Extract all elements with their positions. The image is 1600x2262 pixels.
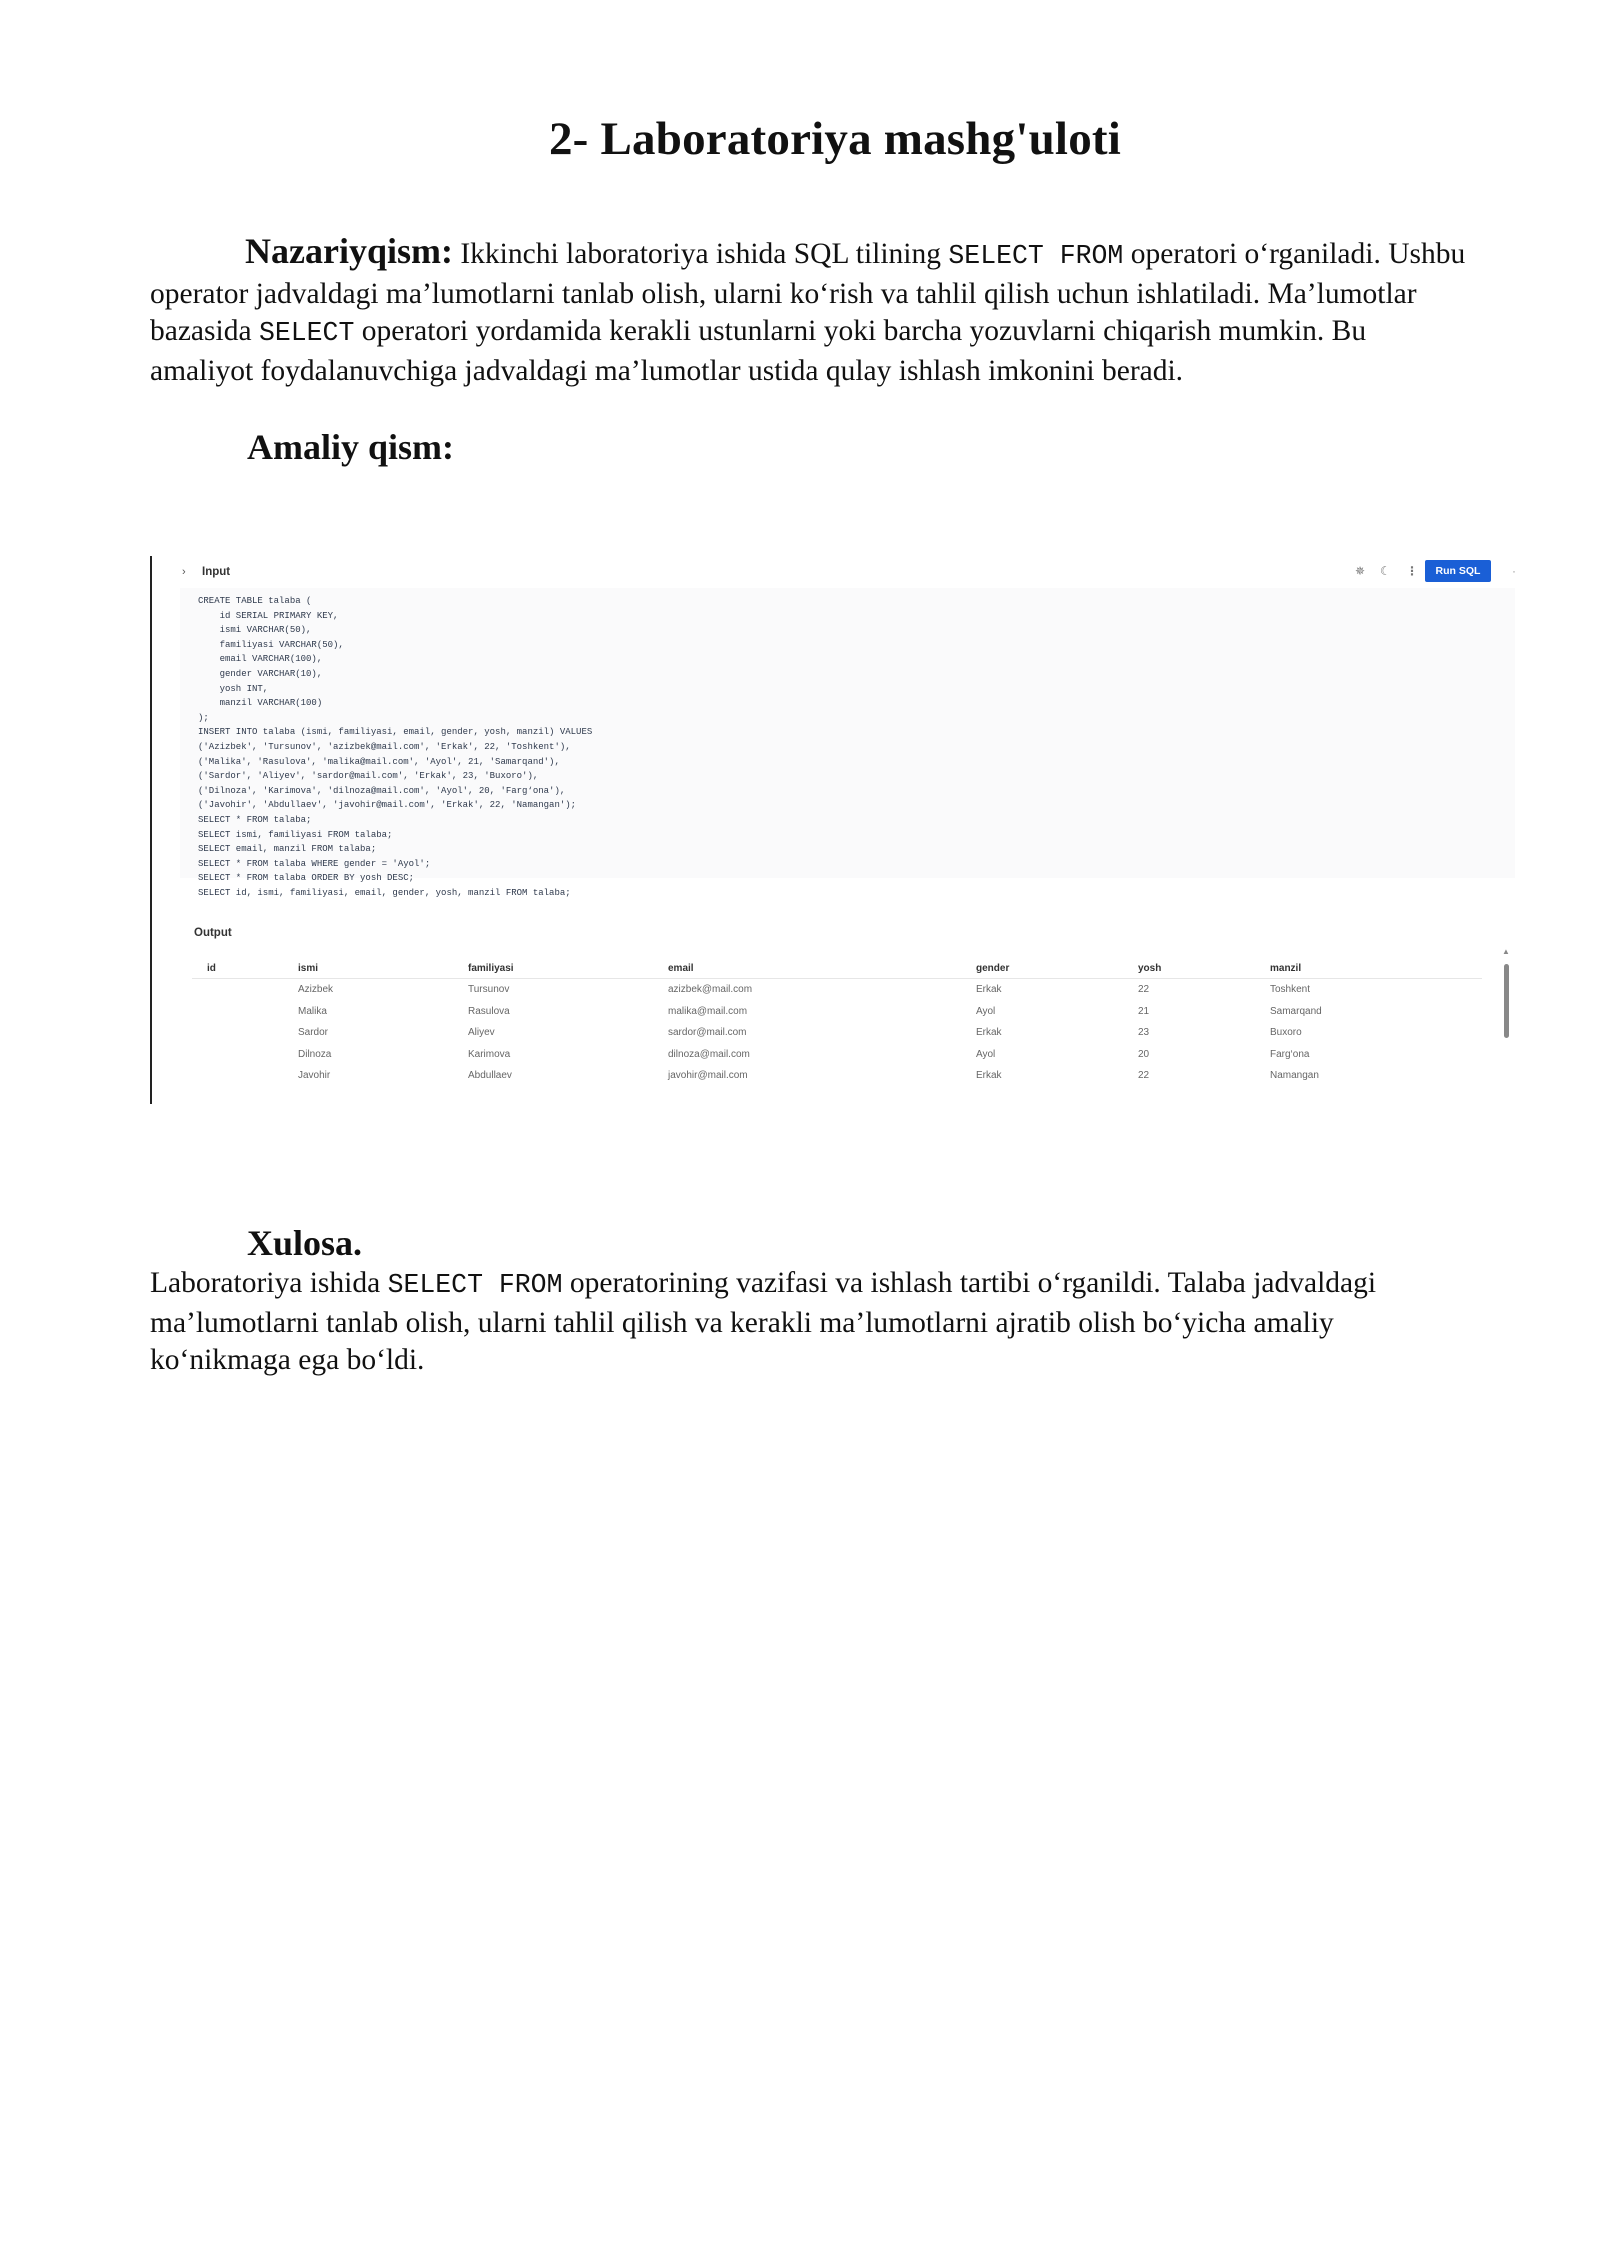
- inline-code: SELECT: [258, 318, 355, 348]
- inline-code: SELECT FROM: [948, 241, 1124, 271]
- scrollbar-thumb[interactable]: [1504, 964, 1509, 1038]
- header-divider: [192, 978, 1482, 979]
- expand-icon[interactable]: ✵: [1355, 564, 1366, 578]
- table-cell: javohir@mail.com: [668, 1070, 748, 1081]
- table-cell: Samarqand: [1270, 1005, 1322, 1017]
- more-vertical-icon[interactable]: ⋮: [1406, 564, 1418, 578]
- scroll-up-icon[interactable]: ▲: [1502, 947, 1510, 956]
- table-cell: Rasulova: [468, 1005, 510, 1017]
- table-cell: dilnoza@mail.com: [668, 1048, 750, 1060]
- theory-text: operatori yordamida kerakli ustunlarni yoki barcha yozuvlarni chiqarish mumkin. Bu amaliyot foydalanuvchiga jadvaldagi ma’lumotlar ustida qulay ishlash imkonini beradi.: [150, 315, 1367, 387]
- table-cell: Erkak: [976, 1027, 1002, 1038]
- table-cell: Toshkent: [1270, 984, 1311, 995]
- column-header: email: [668, 963, 694, 974]
- conclusion-text: Laboratoriya ishida: [150, 1267, 388, 1299]
- column-header: yosh: [1138, 963, 1162, 974]
- table-cell: Aliyev: [468, 1027, 495, 1038]
- page-title: 2- Laboratoriya mashg'uloti: [548, 113, 1122, 165]
- table-cell: 20: [1138, 1048, 1150, 1060]
- column-header: familiyasi: [468, 963, 514, 974]
- table-cell: Karimova: [468, 1048, 511, 1060]
- table-cell: Tursunov: [468, 984, 510, 995]
- table-cell: Azizbek: [298, 984, 334, 995]
- column-header: gender: [976, 963, 1010, 974]
- conclusion-text: operatorining vazifasi va ishlash tartibi o‘rganildi. Talaba jadvaldagi ma’lumotlarni tanlab olish, ularni tahlil qilish va kerakli ma’lumotlarni ajratib olish bo‘yicha amaliy ko‘nikmaga ega bo‘ldi.: [150, 1267, 1377, 1376]
- conclusion-paragraph: [150, 1265, 1475, 1380]
- table-cell: Ayol: [976, 1048, 996, 1060]
- inline-code: SELECT FROM: [387, 1270, 563, 1300]
- table-cell: Abdullaev: [468, 1070, 512, 1081]
- table-cell: Javohir: [298, 1070, 331, 1081]
- theory-lead: Nazariyqism:: [245, 231, 453, 271]
- output-label: Output: [194, 927, 232, 939]
- more-icon: ·: [1512, 564, 1516, 578]
- table-cell: 22: [1138, 984, 1150, 995]
- column-id: [207, 958, 216, 979]
- dark-mode-icon[interactable]: ☾: [1380, 564, 1391, 578]
- results-table: [192, 958, 1497, 1104]
- table-cell: Buxoro: [1270, 1027, 1302, 1038]
- table-cell: 23: [1138, 1027, 1150, 1038]
- table-cell: Dilnoza: [298, 1048, 332, 1060]
- theory-text: Ikkinchi laboratoriya ishida SQL tilining: [452, 238, 949, 270]
- theory-text: operatori o‘rganiladi. Ushbu operator jadvaldagi ma’lumotlarni tanlab olish, ularni ko‘rish va tahlil qilish uchun ishlatiladi. Ma’lumotlar bazasida: [150, 238, 1466, 347]
- input-label: Input: [202, 566, 231, 578]
- table-cell: malika@mail.com: [668, 1005, 748, 1017]
- sql-code[interactable]: CREATE TABLE talaba ( id SERIAL PRIMARY KEY, ismi VARCHAR(50), familiyasi VARCHAR(50), email VARCHAR(100), gender VARCHAR(10), yosh INT, manzil VARCHAR(100) ); INSERT INTO talaba (ismi, familiyasi, email, gender, yosh, manzil) VALUES ('Azizbek', 'Tursunov', 'azizbek@mail.com', 'Erkak', 22, 'Toshkent'), ('Malika', 'Rasulova', 'malika@mail.com', 'Ayol', 21, 'Samarqand'), ('Sardor', 'Aliyev', 'sardor@mail.com', 'Erkak', 23, 'Buxoro'), ('Dilnoza', 'Karimova', 'dilnoza@mail.com', 'Ayol', 20, 'Farg‘ona'), ('Javohir', 'Abdullaev', 'javohir@mail.com', 'Erkak', 22, 'Namangan'); SELECT * FROM talaba; SELECT ismi, familiyasi FROM talaba; SELECT email, manzil FROM talaba; SELECT * FROM talaba WHERE gender = 'Ayol'; SELECT * FROM talaba ORDER BY yosh DESC; SELECT id, ismi, familiyasi, email, gender, yosh, manzil FROM talaba;: [198, 596, 593, 898]
- practice-heading: Amaliy qism:: [247, 427, 454, 467]
- table-cell: 22: [1138, 1070, 1150, 1081]
- table-cell: Farg‘ona: [1270, 1048, 1310, 1060]
- table-cell: 21: [1138, 1005, 1150, 1017]
- table-cell: azizbek@mail.com: [668, 984, 753, 995]
- table-cell: Ayol: [976, 1005, 996, 1017]
- theory-paragraph: [150, 233, 1475, 390]
- table-cell: sardor@mail.com: [668, 1027, 747, 1038]
- conclusion-heading: Xulosa.: [247, 1223, 363, 1263]
- table-cell: Malika: [298, 1005, 327, 1017]
- column-header: id: [207, 963, 216, 974]
- chevron-right-icon[interactable]: ›: [182, 566, 186, 578]
- table-cell: Sardor: [298, 1027, 329, 1038]
- code-editor[interactable]: [180, 588, 1515, 898]
- table-cell: Erkak: [976, 1070, 1002, 1081]
- sql-editor-screenshot: [150, 556, 1525, 1104]
- editor-toolbar: [180, 556, 1525, 586]
- column-header: ismi: [298, 963, 319, 974]
- column-header: manzil: [1270, 963, 1302, 974]
- table-cell: Namangan: [1270, 1070, 1319, 1081]
- table-cell: Erkak: [976, 984, 1002, 995]
- run-sql-button[interactable]: Run SQL: [1425, 560, 1491, 582]
